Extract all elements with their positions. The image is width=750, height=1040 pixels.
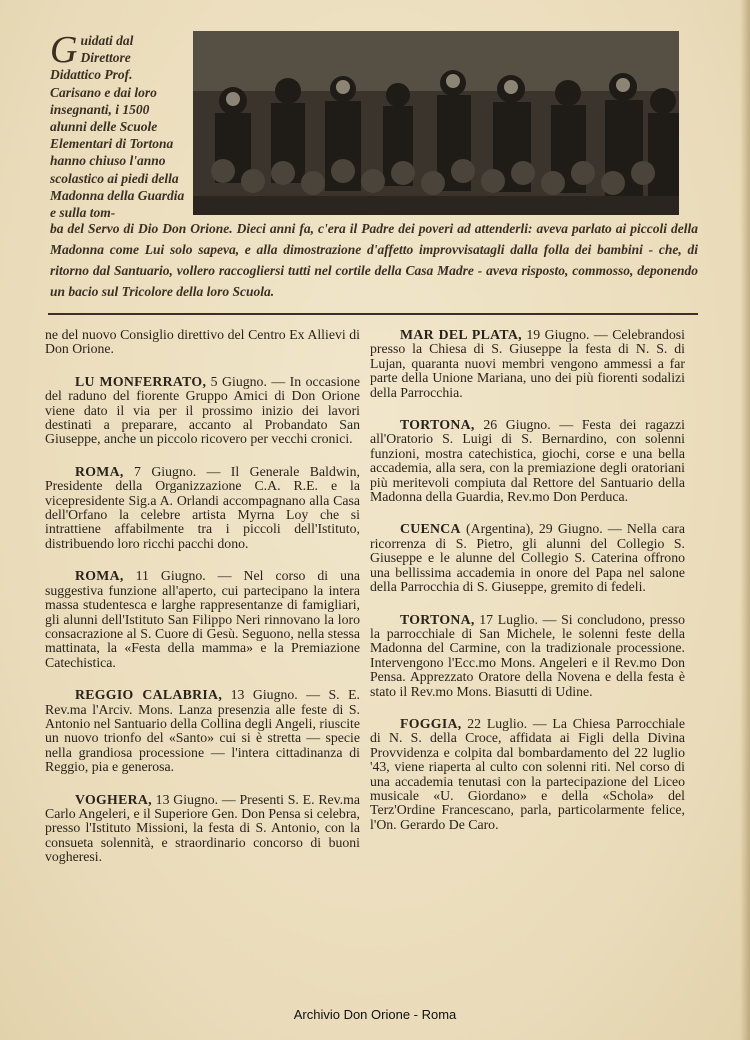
photo-caption-side: [50, 29, 185, 221]
entry-place: FOGGIA,: [400, 715, 462, 731]
caption-side-text: uidati dal Direttore Didattico Prof. Carisano e dai loro insegnanti, i 1500 alunni delle Scuole Elementari di Tortona hanno chiuso l'anno scolastico ai piedi della Madonna della Guardia e sulla tom-: [50, 33, 185, 221]
entry-text: 5 Giugno. — In occasione del raduno del fiorente Gruppo Amici di Don Orione viene dato il via per il prossimo inizio dei lavori destinati a preparare, accanto al Probandato San Giuseppe, anche un piccolo ricovero per vecchi cronici.: [45, 373, 361, 447]
entry-place: ROMA,: [75, 568, 124, 584]
news-entry: [45, 688, 360, 774]
entry-text: (Argentina), 29 Giugno. — Nella cara ricorrenza di S. Pietro, gli alunni del Collegio S. Giuseppe e le alunne del Collegio S. Caterina offrono una bellissima accademia in onore del Papa nel salone della Parrocchia di S. Giuseppe, gremito di fedeli.: [370, 521, 685, 595]
news-entry: [45, 375, 360, 447]
crowd-photo: [193, 31, 679, 215]
entry-place: REGGIO CALABRIA,: [75, 687, 223, 703]
entry-text: 26 Giugno. — Festa dei ragazzi all'Oratorio S. Luigi di S. Bernardino, con solenni funzioni, mostra catechistica, giochi, corse e una bella accademia, alla sera, con la premiazione degli oratoriani più meritevoli compiuta dal Rettore del Santuario della Madonna della Guardia, Rev.mo Don Perduca.: [370, 417, 685, 505]
entry-place: TORTONA,: [400, 611, 475, 627]
news-entry: [370, 613, 685, 699]
news-entry: [370, 328, 685, 400]
entry-text: 7 Giugno. — Il Generale Baldwin, Presidente della Organizzazione C.A. R.E. e la vicepresidente Sig.a A. Orlandi accompagnano alla Casa dell'Orfano la celebre artista Myrna Loy che si intrattiene affabilmente tra i piccoli dell'Istituto, distribuendo loro ricchi pacchi dono.: [45, 463, 360, 551]
news-entry: [45, 465, 360, 551]
entry-place: TORTONA,: [400, 417, 475, 433]
entry-place: LU MONFERRATO,: [75, 373, 207, 389]
left-intro-paragraph: ne del nuovo Consiglio direttivo del Centro Ex Allievi di Don Orione.: [45, 327, 360, 357]
entry-place: MAR DEL PLATA,: [400, 327, 522, 342]
news-entry: [370, 418, 685, 504]
right-column: [370, 328, 685, 850]
paper-edge: [740, 0, 750, 1040]
section-divider: [48, 313, 698, 315]
news-entry: [45, 569, 360, 670]
entry-text: 22 Luglio. — La Chiesa Parrocchiale di N. S. della Croce, affidata ai Figli della Divina Provvidenza e colpita dal bombardamento del 22 luglio '43, viene riaperta al culto con solenni riti. Nel corso di una accademia tenutasi con la partecipazione del Liceo musicale «U. Giordano» e della «Schola» del Terz'Ordine Francescano, parla, particolarmente felice, l'On. Gerardo De Caro.: [370, 715, 685, 832]
news-entry: [370, 717, 685, 832]
dropcap: G: [50, 29, 78, 71]
news-entry: [370, 522, 685, 594]
photo-caption-bottom: ba del Servo di Dio Don Orione. Dieci anni fa, c'era il Padre dei poveri ad attenderli: aveva parlato ai piccoli della Madonna come Lui solo sapeva, e alla dimostrazione d'affetto improvvisatagli dalla folla dei bambini - che, di ritorno dal Santuario, vollero raccogliersi tutti nel cortile della Casa Madre - aveva risposto, commosso, deponendo un bacio sul Tricolore della loro Scuola.: [50, 221, 698, 299]
entry-text: 17 Luglio. — Si concludono, presso la parrocchiale di San Michele, le solenni feste della Madonna del Carmine, con la tradizionale processione. Intervengono l'Ecc.mo Mons. Angeleri e il Rev.mo Don Pensa. Apprezzato Oratore della Novena e della festa è stato il Rev.mo Mons. Biasutti di Udine.: [370, 611, 685, 699]
news-entry: [45, 793, 360, 865]
entry-text: 11 Giugno. — Nel corso di una suggestiva funzione all'aperto, cui partecipano la intera massa studentesca e larghe rappresentanze di famigliari, gli alunni dell'Istituto San Filippo Neri rinnovano la loro consacrazione al S. Cuore di Gesù. Seguono, nella stessa mattinata, la «Festa della mamma» e la Premiazione Catechistica.: [45, 568, 360, 670]
left-column: [45, 328, 360, 883]
archive-footer: Archivio Don Orione - Roma: [293, 1007, 457, 1022]
entry-text: 19 Giugno. — Celebrandosi presso la Chiesa di S. Giuseppe la festa di N. S. di Lujan, quaranta nuovi membri vengono ammessi a far parte della Unione Mariana, uno dei più fiorenti sodalizi della Parrocchia.: [370, 327, 685, 400]
entry-text: 13 Giugno. — Presenti S. E. Rev.ma Carlo Angeleri, e il Superiore Gen. Don Pensa si celebra, presso l'Istituto Missioni, la festa di S. Antonio, con la consueta solennità, e straordinario concorso di buoni vogheresi.: [45, 791, 360, 865]
entry-text: 13 Giugno. — S. E. Rev.ma l'Arciv. Mons. Lanza presenzia alle feste di S. Antonio nel Santuario della Collina degli Angeli, riuscite un nuovo trionfo del «Santo» cui si è stretta — specie nella grandiosa processione — l'intera cittadinanza di Reggio, pia e generosa.: [45, 687, 360, 775]
entry-place: CUENCA: [400, 521, 461, 537]
entry-place: VOGHERA,: [75, 791, 152, 807]
crowd-photo-illustration: [193, 31, 679, 215]
entry-place: ROMA,: [75, 463, 124, 479]
